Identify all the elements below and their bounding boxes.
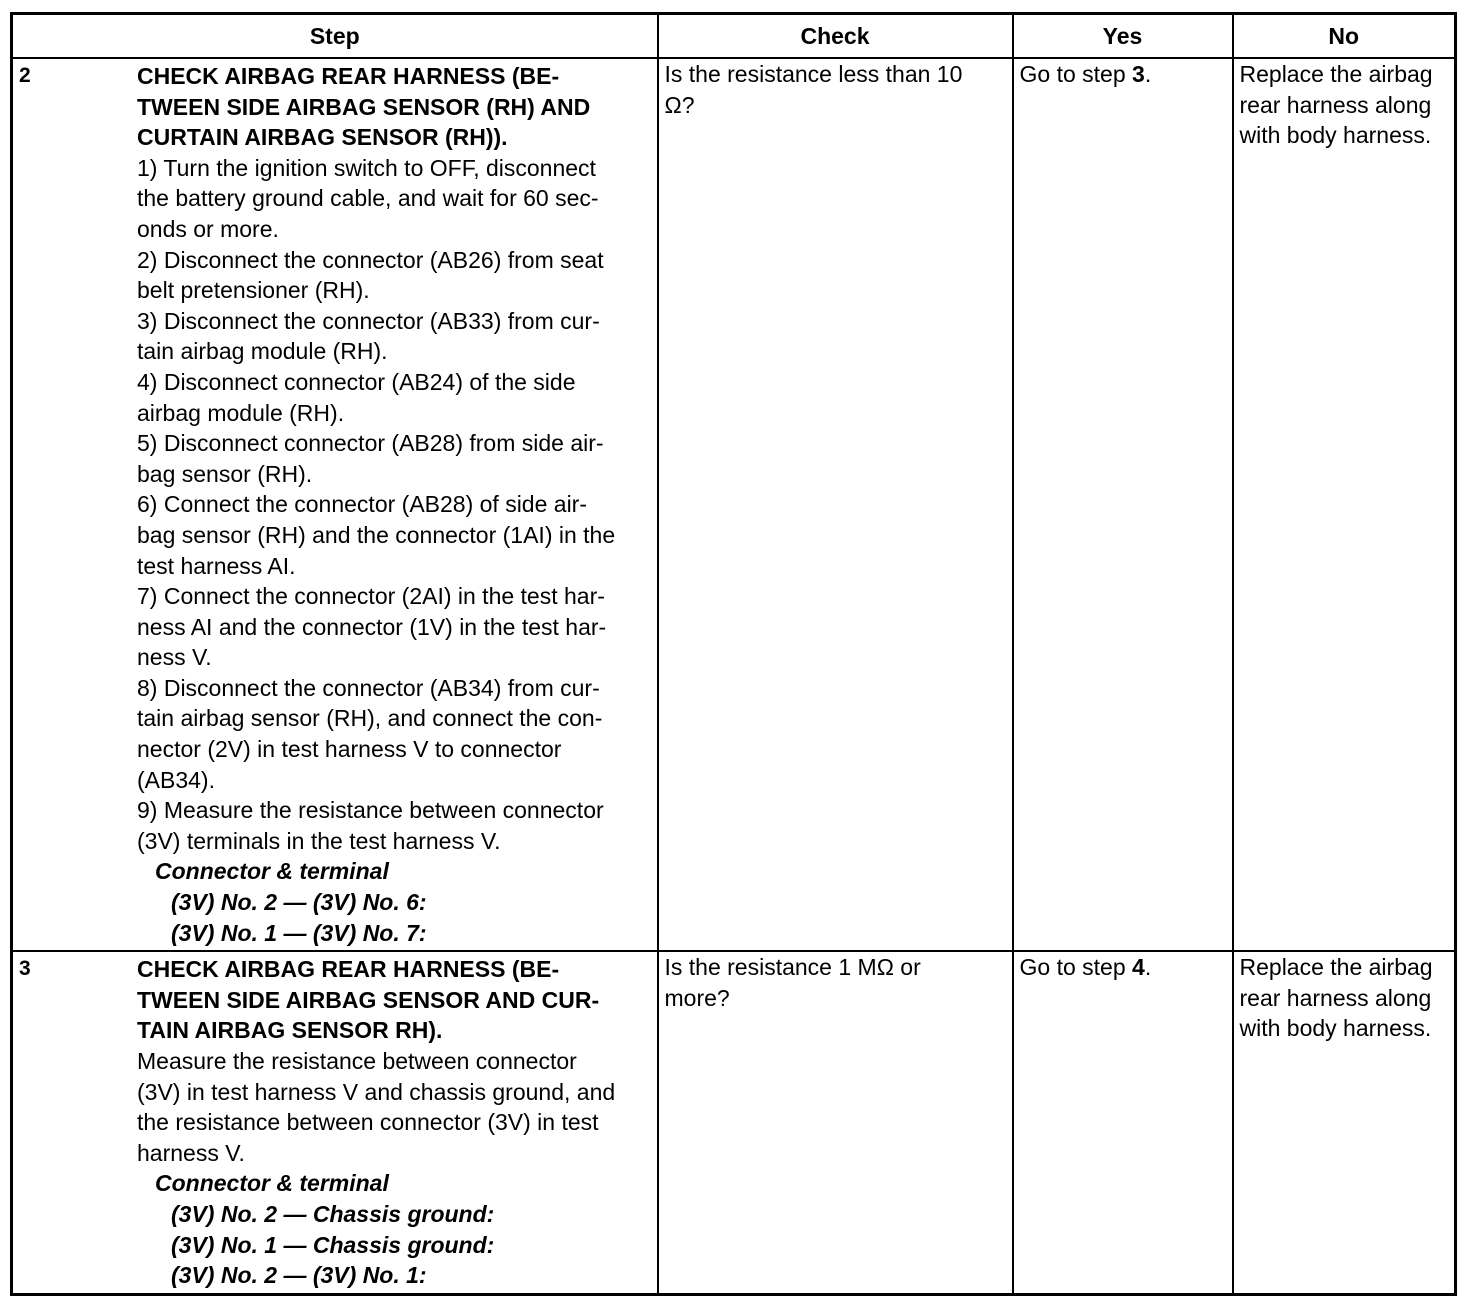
instruction-line: harness V. [137,1139,245,1166]
check-line: more? [664,984,730,1011]
yes-cell [1013,58,1233,951]
check-line: Ω? [664,91,695,118]
no-line: Replace the airbag [1239,61,1433,87]
instruction-line: airbag module (RH). [137,399,345,426]
terminal-heading: Connector & terminal [155,1170,389,1197]
no-line: with body harness. [1239,1015,1432,1042]
check-cell [658,951,1013,1294]
step-title-line: CURTAIN AIRBAG SENSOR (RH)). [137,124,508,151]
no-line: Replace the airbag [1239,954,1433,981]
instruction-line: ness V. [137,644,212,671]
no-line: rear harness along [1239,91,1432,118]
step-title-line: TWEEN SIDE AIRBAG SENSOR (RH) AND [137,93,591,120]
no-line: rear harness along [1239,984,1432,1011]
instruction-line: (3V) terminals in the test harness V. [137,827,501,854]
header-yes: Yes [1013,14,1233,59]
terminal-item: (3V) No. 1 — Chassis ground: [171,1231,495,1258]
step-title [137,61,651,153]
check-line: Is the resistance 1 MΩ or [664,954,921,981]
yes-step-number: 4 [1132,954,1145,981]
instruction-line: tain airbag module (RH). [137,338,388,365]
instruction-line: bag sensor (RH) and the connector (1AI) in the [137,521,616,548]
instruction-line: belt pretensioner (RH). [137,277,370,304]
terminal-item: (3V) No. 2 — (3V) No. 6: [171,889,427,916]
instruction-line: the resistance between connector (3V) in test [137,1109,599,1136]
instruction-line: 5) Disconnect connector (AB28) from side air- [137,430,604,457]
instruction-line: 4) Disconnect connector (AB24) of the side [137,368,576,395]
terminal-heading: Connector & terminal [155,858,389,885]
terminal-item: (3V) No. 1 — (3V) No. 7: [171,919,427,946]
header-check: Check [658,14,1013,59]
yes-suffix: . [1144,61,1152,87]
yes-suffix: . [1144,954,1152,981]
instruction-line: tain airbag sensor (RH), and connect the con- [137,705,603,732]
yes-cell [1013,951,1233,1294]
step-number: 2 [19,64,31,87]
no-cell [1233,58,1456,951]
header-no: No [1233,14,1456,59]
instruction-line: 6) Connect the connector (AB28) of side air- [137,491,588,518]
step-title-line: CHECK AIRBAG REAR HARNESS (BE- [137,63,560,89]
step-instructions [137,153,651,857]
header-step: Step [12,14,658,59]
no-cell [1233,951,1456,1294]
instruction-line: test harness AI. [137,552,296,579]
instruction-line: nector (2V) in test harness V to connector [137,736,562,763]
diagnostic-table [10,12,1457,1296]
instruction-line: the battery ground cable, and wait for 60 sec- [137,185,599,212]
header-row [12,14,1456,59]
yes-step-number: 3 [1132,61,1145,87]
step-cell [12,58,658,951]
step-title [137,954,651,1046]
step-instructions [137,1046,651,1168]
instruction-line: ness AI and the connector (1V) in the test har- [137,613,607,640]
instruction-line: 8) Disconnect the connector (AB34) from cur- [137,674,600,701]
instruction-line: 2) Disconnect the connector (AB26) from seat [137,246,604,273]
step-title-line: TAIN AIRBAG SENSOR RH). [137,1017,443,1044]
terminal-item: (3V) No. 2 — Chassis ground: [171,1200,495,1227]
instruction-line: (3V) in test harness V and chassis ground, and [137,1078,616,1105]
step-number: 3 [19,957,31,981]
check-cell [658,58,1013,951]
terminal-item: (3V) No. 2 — (3V) No. 1: [171,1262,427,1289]
check-line: Is the resistance less than 10 [664,61,963,87]
step-cell [12,951,658,1294]
table-row [12,951,1456,1294]
instruction-line: 7) Connect the connector (2AI) in the test har- [137,583,605,610]
instruction-line: bag sensor (RH). [137,460,313,487]
no-line: with body harness. [1239,122,1432,149]
step-title-line: CHECK AIRBAG REAR HARNESS (BE- [137,956,560,983]
step-title-line: TWEEN SIDE AIRBAG SENSOR AND CUR- [137,986,600,1013]
yes-prefix: Go to step [1019,954,1133,981]
instruction-line: Measure the resistance between connector [137,1048,577,1074]
instruction-line: onds or more. [137,215,279,242]
instruction-line: 3) Disconnect the connector (AB33) from cur- [137,307,600,334]
instruction-line: 9) Measure the resistance between connector [137,797,604,824]
instruction-line: (AB34). [137,766,215,793]
yes-prefix: Go to step [1019,61,1133,87]
instruction-line: 1) Turn the ignition switch to OFF, disconnect [137,154,596,181]
table-row [12,58,1456,951]
